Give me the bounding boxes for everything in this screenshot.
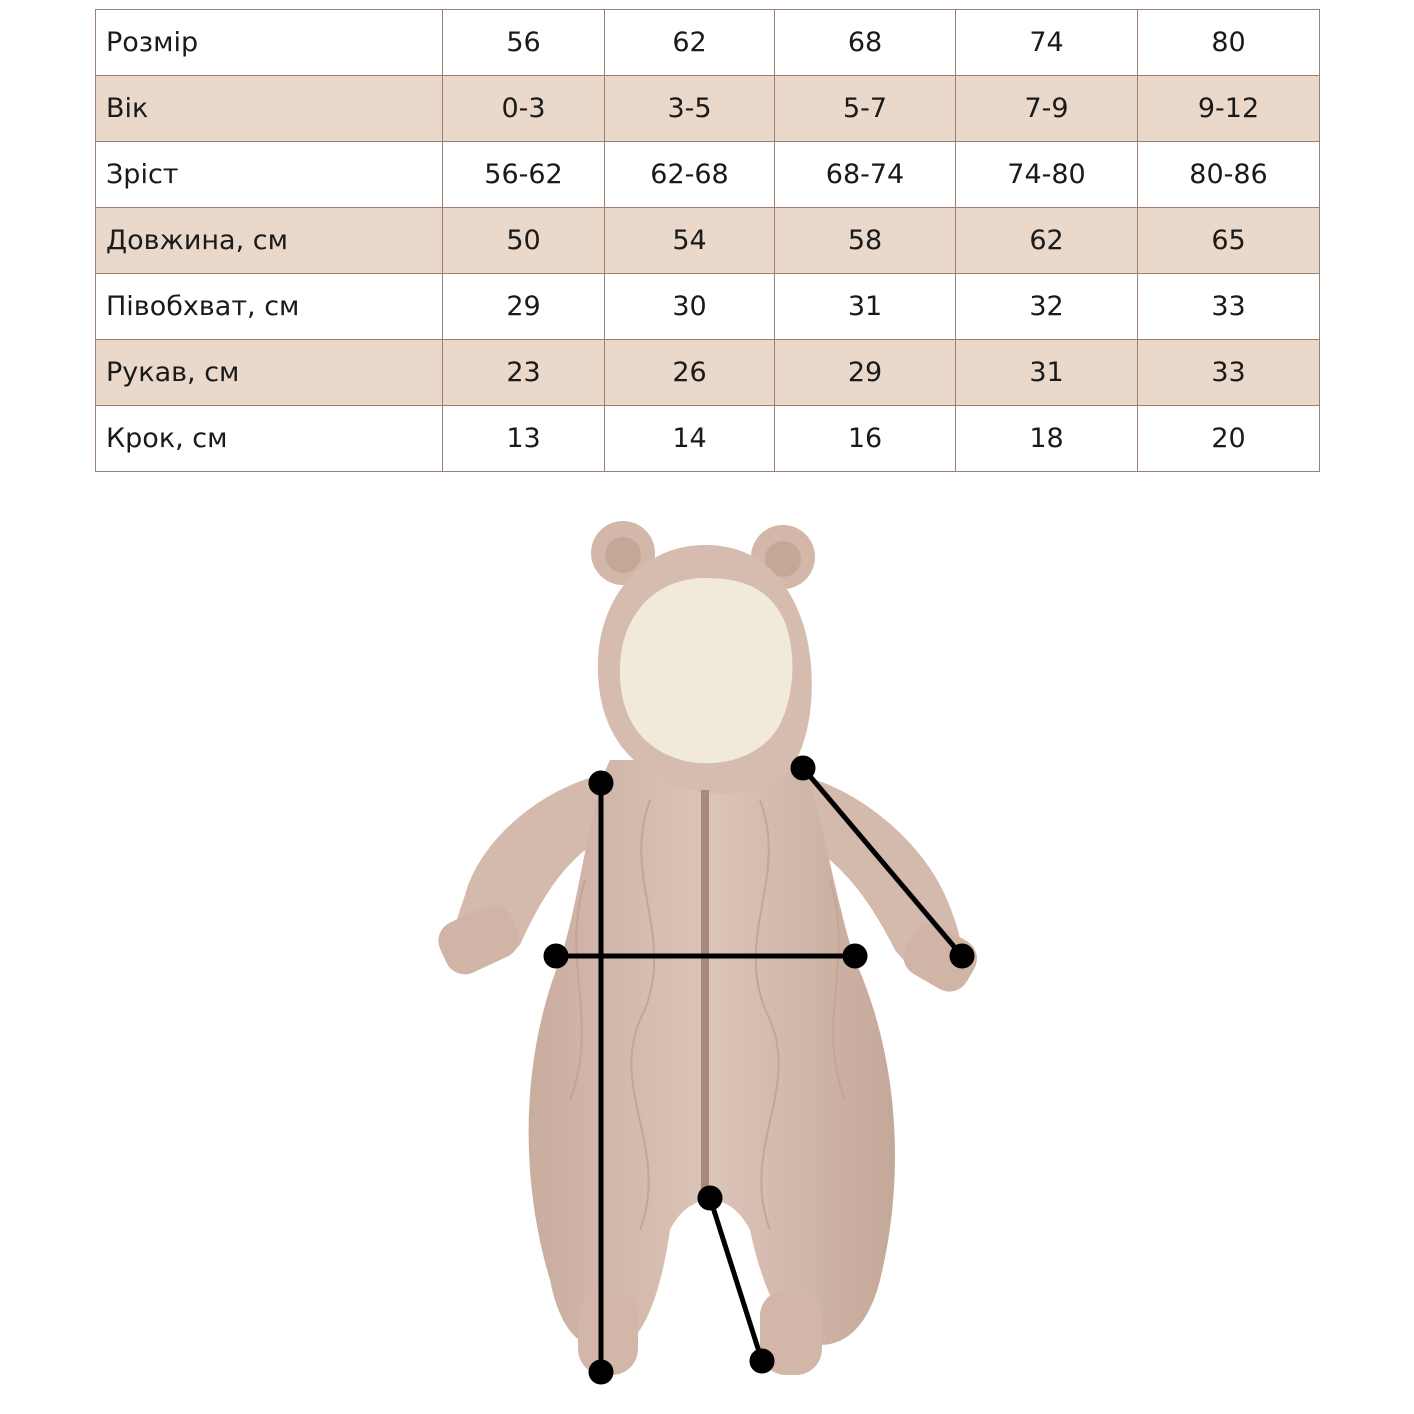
row-label: Зріст xyxy=(96,142,443,208)
table-cell: 68-74 xyxy=(775,142,956,208)
table-cell: 32 xyxy=(956,274,1138,340)
table-cell: 7-9 xyxy=(956,76,1138,142)
snowsuit-measurement-diagram xyxy=(0,500,1414,1414)
table-row xyxy=(96,340,1320,406)
table-cell: 33 xyxy=(1138,340,1320,406)
table-cell: 29 xyxy=(443,274,605,340)
table-cell: 23 xyxy=(443,340,605,406)
row-label: Вік xyxy=(96,76,443,142)
table-cell: 30 xyxy=(605,274,775,340)
table-cell: 50 xyxy=(443,208,605,274)
table-cell: 33 xyxy=(1138,274,1320,340)
table-cell: 62 xyxy=(605,10,775,76)
table-row xyxy=(96,76,1320,142)
snowsuit-illustration xyxy=(432,521,984,1375)
table-cell: 29 xyxy=(775,340,956,406)
table-cell: 14 xyxy=(605,406,775,472)
table-cell: 80-86 xyxy=(1138,142,1320,208)
row-label: Півобхват, см xyxy=(96,274,443,340)
table-cell: 31 xyxy=(956,340,1138,406)
table-cell: 31 xyxy=(775,274,956,340)
table-cell: 56 xyxy=(443,10,605,76)
table-cell: 26 xyxy=(605,340,775,406)
table-cell: 54 xyxy=(605,208,775,274)
table-cell: 62-68 xyxy=(605,142,775,208)
table-row xyxy=(96,406,1320,472)
table-row xyxy=(96,10,1320,76)
table-cell: 56-62 xyxy=(443,142,605,208)
row-label: Довжина, см xyxy=(96,208,443,274)
hood-lining xyxy=(620,578,793,763)
size-chart-table xyxy=(95,9,1320,472)
table-cell: 74-80 xyxy=(956,142,1138,208)
row-label: Розмір xyxy=(96,10,443,76)
row-label: Рукав, см xyxy=(96,340,443,406)
row-label: Крок, см xyxy=(96,406,443,472)
table-cell: 9-12 xyxy=(1138,76,1320,142)
table-cell: 16 xyxy=(775,406,956,472)
table-row xyxy=(96,274,1320,340)
table-cell: 13 xyxy=(443,406,605,472)
table-cell: 5-7 xyxy=(775,76,956,142)
table-cell: 65 xyxy=(1138,208,1320,274)
table-cell: 62 xyxy=(956,208,1138,274)
table-cell: 3-5 xyxy=(605,76,775,142)
table-row xyxy=(96,208,1320,274)
table-row xyxy=(96,142,1320,208)
table-cell: 18 xyxy=(956,406,1138,472)
table-cell: 80 xyxy=(1138,10,1320,76)
table-cell: 58 xyxy=(775,208,956,274)
table-cell: 74 xyxy=(956,10,1138,76)
table-cell: 20 xyxy=(1138,406,1320,472)
table-cell: 68 xyxy=(775,10,956,76)
table-cell: 0-3 xyxy=(443,76,605,142)
